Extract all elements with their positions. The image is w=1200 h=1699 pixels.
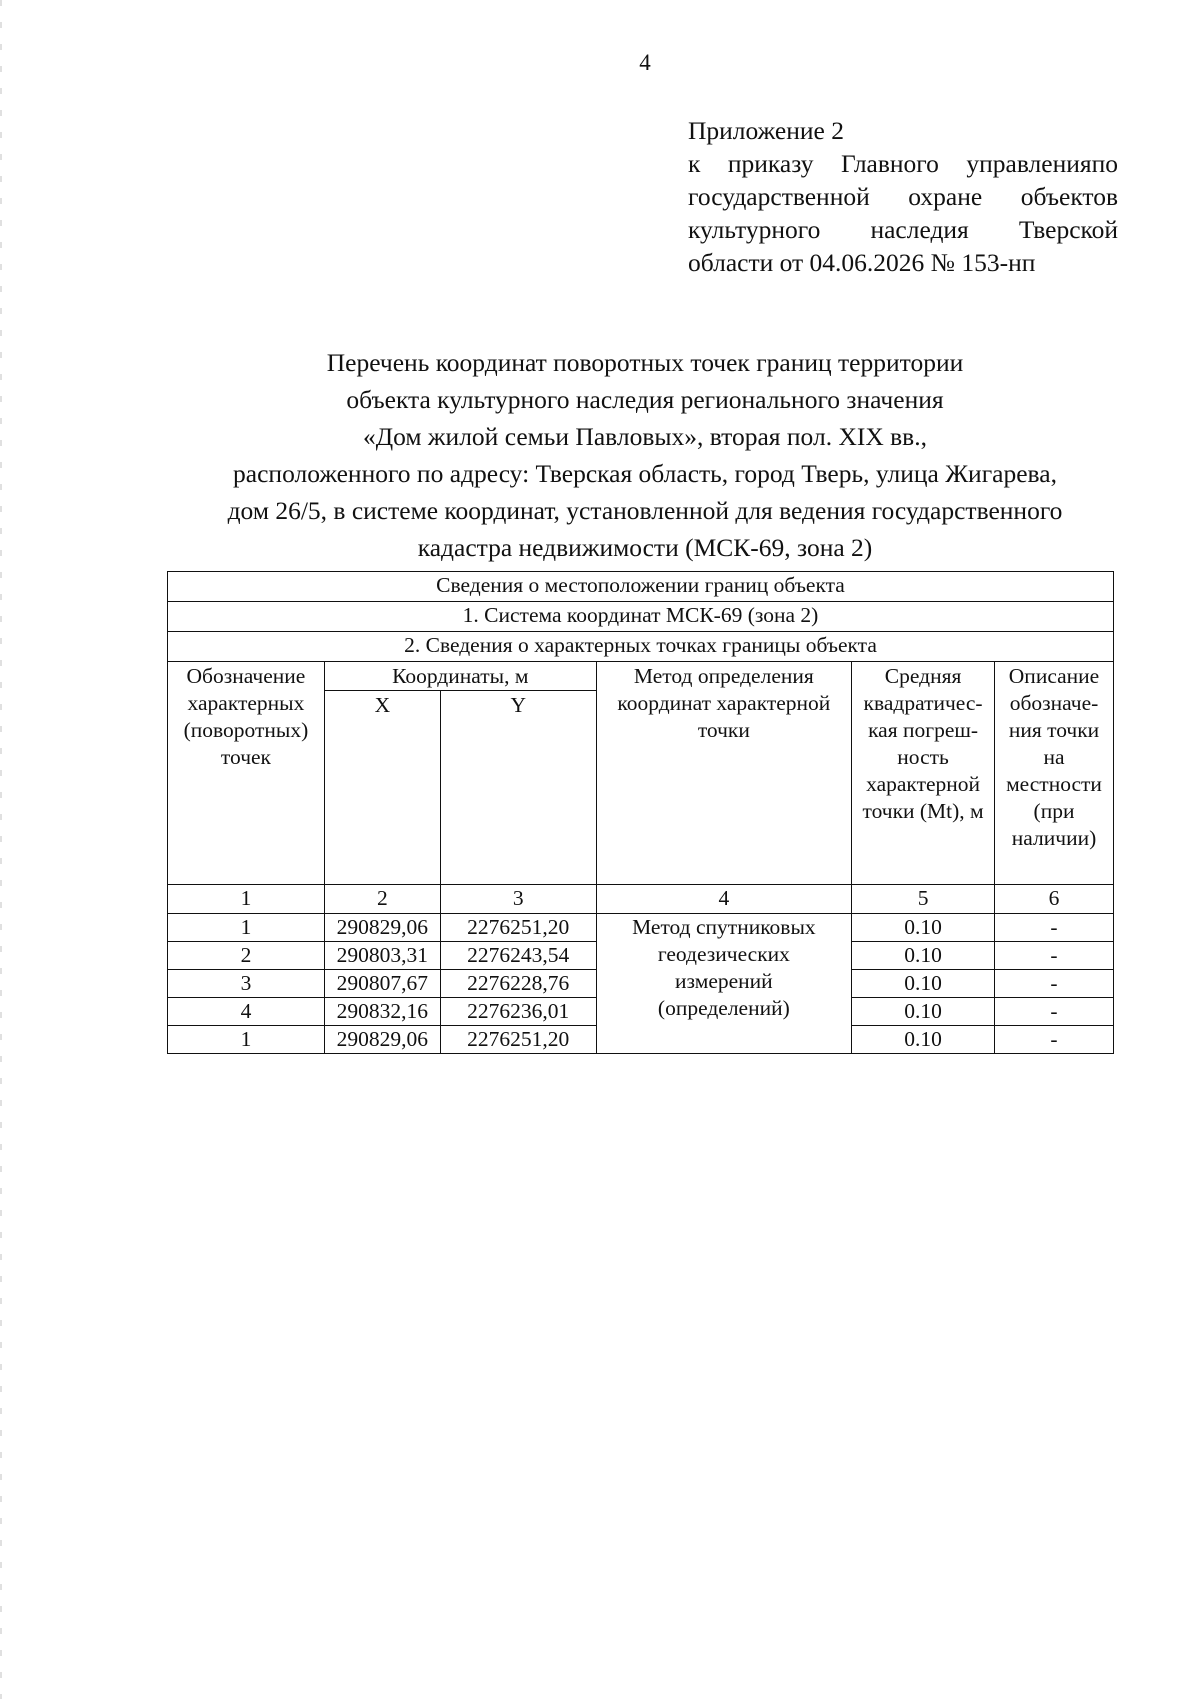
header-text: наличии) — [1011, 826, 1097, 850]
cell-x: 290807,67 — [324, 970, 440, 998]
cell-y: 2276236,01 — [440, 998, 596, 1026]
method-text: Метод спутниковых — [632, 915, 816, 939]
header-text: точек — [220, 745, 271, 769]
table-banner-location: Сведения о местоположении границ объекта — [168, 572, 1114, 602]
title-line: кадастра недвижимости (МСК-69, зона 2) — [417, 533, 873, 562]
cell-x: 290832,16 — [324, 998, 440, 1026]
cell-y: 2276251,20 — [440, 914, 596, 942]
appendix-line: области от 04.06.2026 № 153-нп — [688, 248, 1036, 277]
header-text: (при — [1033, 799, 1075, 823]
header-y: Y — [440, 691, 596, 885]
method-text: геодезических — [657, 942, 790, 966]
cell-method — [596, 914, 852, 1054]
column-number: 6 — [995, 885, 1114, 914]
document-title — [160, 344, 1130, 566]
header-text: ность — [897, 745, 949, 769]
cell-y: 2276228,76 — [440, 970, 596, 998]
cell-x: 290803,31 — [324, 942, 440, 970]
header-text: Метод определения — [633, 664, 814, 688]
cell-mt: 0.10 — [852, 1026, 995, 1054]
header-text: кая погреш- — [868, 718, 979, 742]
column-number: 3 — [440, 885, 596, 914]
title-line: расположенного по адресу: Тверская область, город Тверь, улица Жигарева, — [233, 459, 1057, 488]
header-text: Средняя — [884, 664, 962, 688]
table-row — [168, 914, 1114, 942]
appendix-line: культурного наследия Тверской — [688, 215, 1118, 244]
header-text: на — [1043, 745, 1065, 769]
cell-mt: 0.10 — [852, 942, 995, 970]
title-line: дом 26/5, в системе координат, установленной для ведения государственного — [227, 496, 1063, 525]
header-coordinates: Координаты, м — [324, 662, 596, 691]
header-text: Описание — [1008, 664, 1100, 688]
page-number: 4 — [639, 50, 651, 75]
appendix-line: к приказу Главного управленияпо — [688, 149, 1118, 178]
header-text: характерной — [866, 772, 981, 796]
title-line: «Дом жилой семьи Павловых», вторая пол. XIX вв., — [363, 422, 927, 451]
header-text: ния точки — [1008, 718, 1100, 742]
coordinates-table — [167, 571, 1114, 1054]
scan-edge-marks — [0, 0, 2, 1699]
header-text: точки — [697, 718, 750, 742]
header-text: координат характерной — [617, 691, 831, 715]
appendix-line: государственной охране объектов — [688, 182, 1118, 211]
header-text: квадратичес- — [863, 691, 983, 715]
column-number: 2 — [324, 885, 440, 914]
cell-x: 290829,06 — [324, 1026, 440, 1054]
cell-point: 3 — [168, 970, 325, 998]
cell-x: 290829,06 — [324, 914, 440, 942]
cell-mt: 0.10 — [852, 970, 995, 998]
cell-description: - — [995, 970, 1114, 998]
appendix-title: Приложение 2 — [688, 116, 844, 145]
cell-mt: 0.10 — [852, 914, 995, 942]
header-text: Обозначение — [186, 664, 306, 688]
cell-y: 2276251,20 — [440, 1026, 596, 1054]
header-text: характерных — [187, 691, 305, 715]
cell-point: 1 — [168, 914, 325, 942]
table-banner-points: 2. Сведения о характерных точках границы объекта — [168, 632, 1114, 662]
header-text: обозначе- — [1009, 691, 1099, 715]
header-text: местности — [1006, 772, 1102, 796]
cell-description: - — [995, 998, 1114, 1026]
header-mean-error — [852, 662, 995, 885]
appendix-block — [688, 114, 1118, 279]
header-text: (поворотных) — [183, 718, 309, 742]
cell-description: - — [995, 942, 1114, 970]
title-line: объекта культурного наследия регионального значения — [346, 385, 944, 414]
cell-point: 1 — [168, 1026, 325, 1054]
cell-mt: 0.10 — [852, 998, 995, 1026]
header-text: точки (Mt), м — [862, 799, 984, 823]
cell-y: 2276243,54 — [440, 942, 596, 970]
table-banner-coordinate-system: 1. Система координат МСК-69 (зона 2) — [168, 602, 1114, 632]
title-line: Перечень координат поворотных точек границ территории — [326, 348, 964, 377]
header-point-designation — [168, 662, 325, 885]
cell-description: - — [995, 914, 1114, 942]
header-x: X — [324, 691, 440, 885]
cell-point: 4 — [168, 998, 325, 1026]
method-text: (определений) — [657, 996, 790, 1020]
column-number: 1 — [168, 885, 325, 914]
column-number: 4 — [596, 885, 852, 914]
cell-description: - — [995, 1026, 1114, 1054]
column-number: 5 — [852, 885, 995, 914]
header-method — [596, 662, 852, 885]
method-text: измерений — [675, 969, 773, 993]
header-description — [995, 662, 1114, 885]
cell-point: 2 — [168, 942, 325, 970]
